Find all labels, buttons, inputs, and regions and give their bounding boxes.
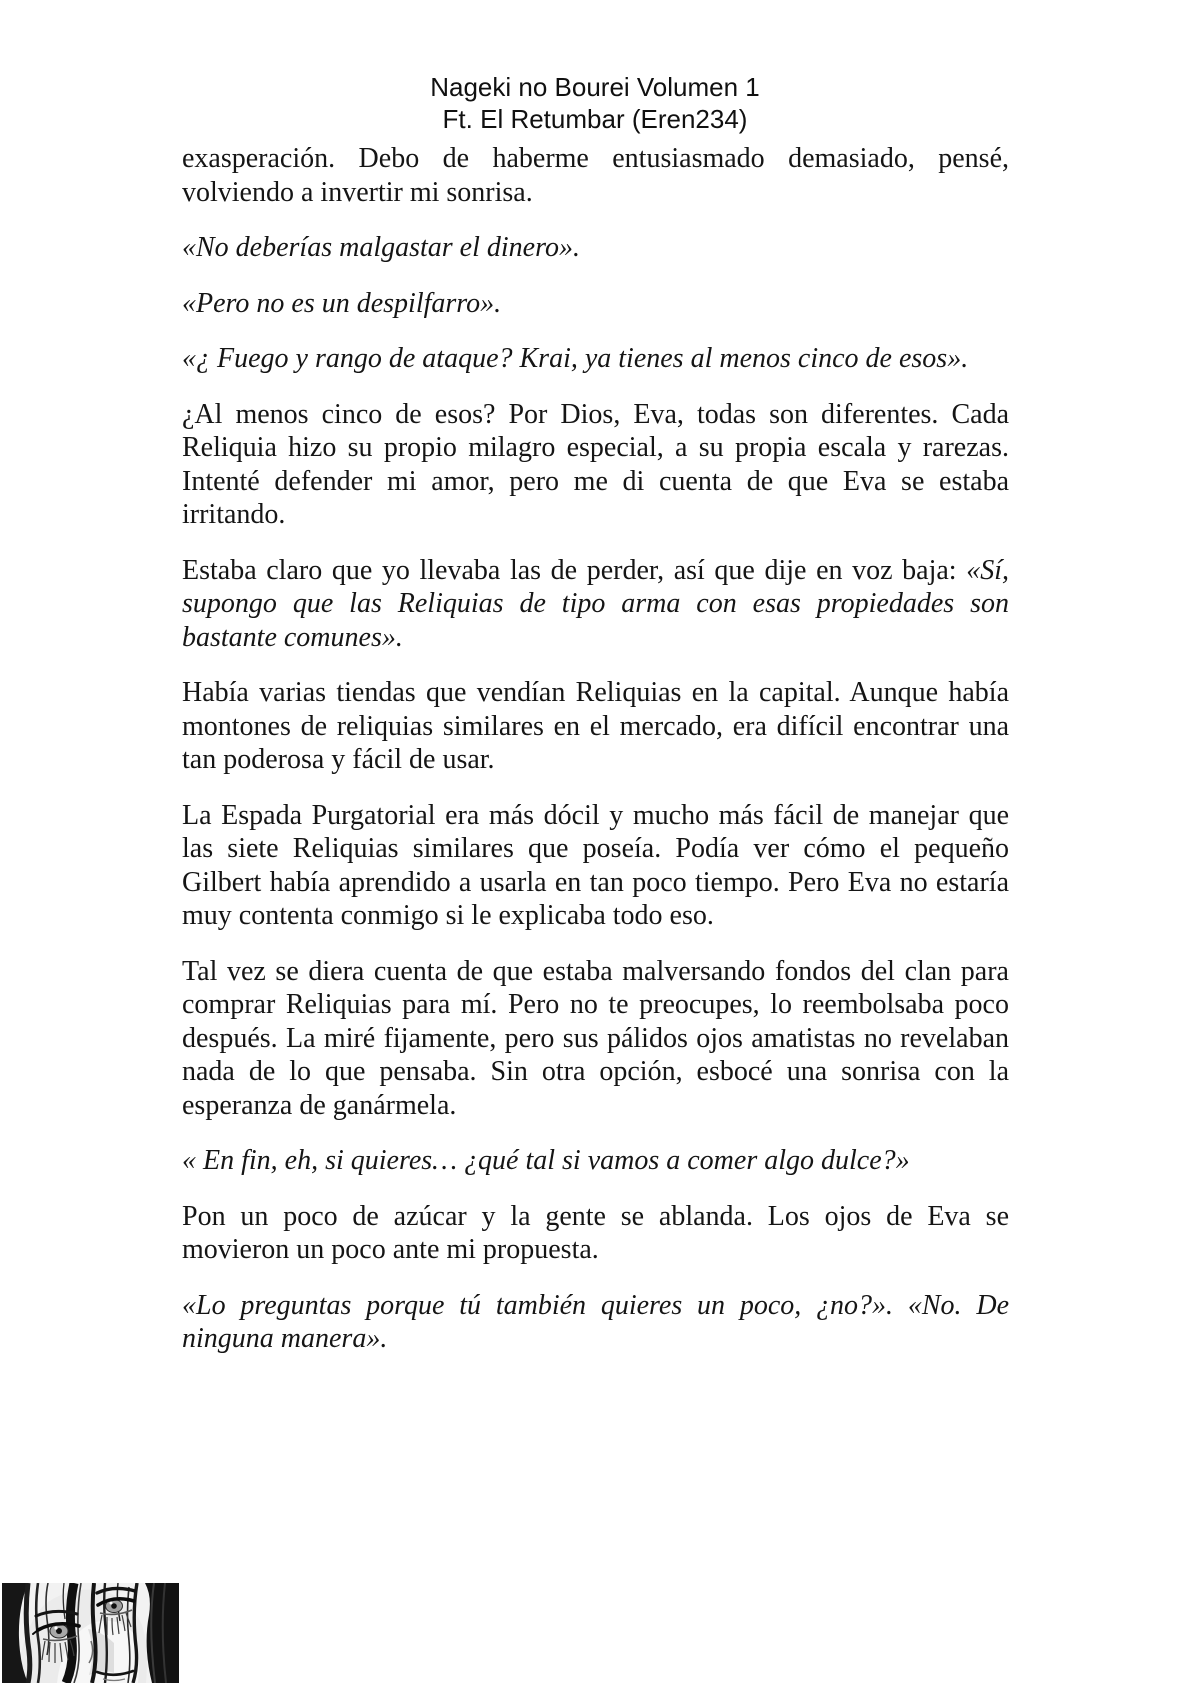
page-header bbox=[0, 0, 1190, 135]
paragraph bbox=[182, 398, 1009, 532]
text-segment-normal: exasperación. Debo de haberme entusiasmado demasiado, pensé, volviendo a invertir mi sonrisa. bbox=[182, 143, 1009, 208]
paragraph bbox=[182, 287, 1009, 321]
manga-face-drawing bbox=[2, 1583, 179, 1683]
text-segment-italic: «Pero no es un despilfarro». bbox=[182, 287, 502, 319]
paragraph bbox=[182, 231, 1009, 265]
text-segment-italic: «Sí, supongo que las Reliquias de tipo arma con esas propiedades son bastante comunes». bbox=[182, 554, 1009, 653]
text-segment-normal: La Espada Purgatorial era más dócil y mucho más fácil de manejar que las siete Reliquias similares que poseía. Podía ver cómo el pequeño Gilbert había aprendido a usarla en tan poco tiempo. Pero Eva no estaría muy contenta conmigo si le explicaba todo eso. bbox=[182, 799, 1009, 931]
paragraph bbox=[182, 1144, 1009, 1178]
text-segment-normal: Pon un poco de azúcar y la gente se ablanda. Los ojos de Eva se movieron un poco ante mi propuesta. bbox=[182, 1200, 1009, 1265]
manga-face-illustration bbox=[2, 1583, 179, 1683]
text-segment-italic: « En fin, eh, si quieres… ¿qué tal si vamos a comer algo dulce?» bbox=[182, 1145, 910, 1176]
text-segment-normal: Había varias tiendas que vendían Reliquias en la capital. Aunque había montones de reliquias similares en el mercado, era difícil encontrar una tan poderosa y fácil de usar. bbox=[182, 677, 1009, 775]
paragraph bbox=[182, 142, 1009, 209]
document-subtitle: Ft. El Retumbar (Eren234) bbox=[442, 104, 748, 134]
document-title: Nageki no Bourei Volumen 1 bbox=[430, 72, 760, 102]
text-segment-normal: Tal vez se diera cuenta de que estaba malversando fondos del clan para comprar Reliquias para mí. Pero no te preocupes, lo reembolsaba poco después. La miré fijamente, pero sus pálidos ojos amatistas no revelaban nada de lo que pensaba. Sin otra opción, esbocé una sonrisa con la esperanza de ganármela. bbox=[182, 955, 1009, 1121]
paragraph bbox=[182, 554, 1009, 655]
paragraph bbox=[182, 799, 1009, 933]
text-segment-italic: «¿ Fuego y rango de ataque? Krai, ya tienes al menos cinco de esos». bbox=[182, 343, 969, 374]
paragraph bbox=[182, 1200, 1009, 1267]
text-segment-italic: «Lo preguntas porque tú también quieres un poco, ¿no?». «No. De ninguna manera». bbox=[182, 1289, 1009, 1354]
paragraph bbox=[182, 342, 1009, 376]
paragraph bbox=[182, 955, 1009, 1123]
text-segment-normal: ¿Al menos cinco de esos? Por Dios, Eva, todas son diferentes. Cada Reliquia hizo su propio milagro especial, a su propia escala y rarezas. Intenté defender mi amor, pero me di cuenta de que Eva se estaba irritando. bbox=[182, 398, 1009, 530]
body-text bbox=[182, 142, 1009, 1356]
paragraph bbox=[182, 1289, 1009, 1356]
paragraph bbox=[182, 676, 1009, 777]
text-segment-italic: «No deberías malgastar el dinero». bbox=[182, 232, 580, 263]
text-segment-normal: Estaba claro que yo llevaba las de perder, así que dije en voz baja: bbox=[182, 554, 967, 586]
